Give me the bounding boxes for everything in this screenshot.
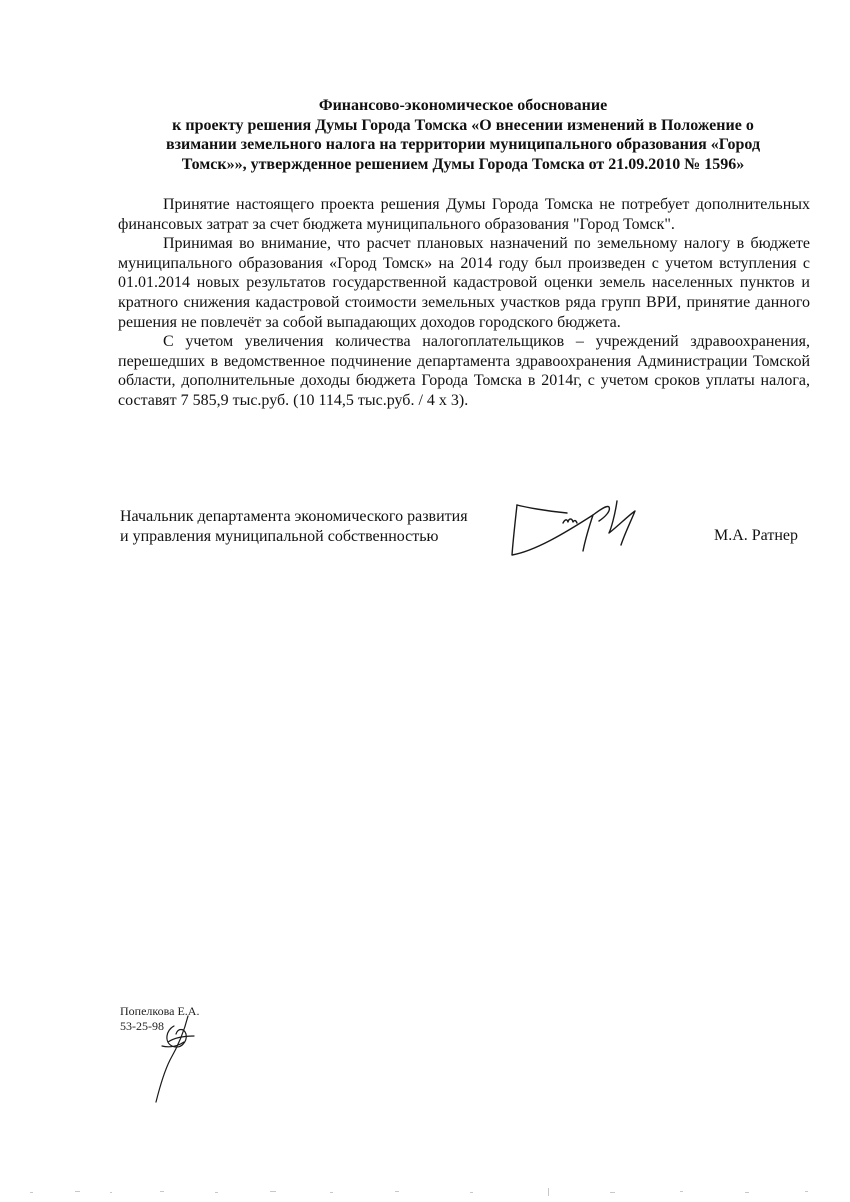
executor-name: Попелкова Е.А. (120, 1004, 200, 1018)
signatory-position-line-2: и управления муниципальной собственностью (120, 527, 439, 545)
title-line-2: к проекту решения Думы Города Томска «О внесении изменений в Положение о (172, 116, 754, 134)
document-body (118, 195, 810, 411)
executor-phone: 53-25-98 (120, 1019, 164, 1033)
title-line-3: взимании земельного налога на территории муниципального образования «Город (165, 136, 761, 153)
signatory-name: М.А. Ратнер (714, 527, 799, 544)
signatory-position-line-1: Начальник департамента экономического развития (120, 508, 468, 525)
signatory-position (120, 507, 468, 546)
executor-signature (148, 1012, 206, 1108)
handwritten-signature (505, 493, 650, 561)
paragraph-3: С учетом увеличения количества налогоплательщиков – учреждений здравоохранения, перешедших в ведомственное подчинение департамента здравоохранения Администрации Томской области, дополнительные доходы бюджета Города Томска в 2014г, с учетом сроков уплаты налога, составят 7 585,9 тыс.руб. (10 114,5 тыс.руб. / 4 х 3). (118, 333, 810, 409)
paragraph-2: Принимая во внимание, что расчет плановых назначений по земельному налогу в бюджете муниципального образования «Город Томск» на 2014 году был произведен с учетом вступления с 01.01.2014 новых результатов государственной кадастровой оценки земель населенных пунктов и кратного снижения кадастровой стоимости земельных участков ряда групп ВРИ, принятие данного решения не повлечёт за собой выпадающих доходов городского бюджета. (118, 235, 810, 331)
title-line-4: Томск»», утвержденное решением Думы Города Томска от 21.09.2010 № 1596» (181, 155, 745, 173)
paragraph-1: Принятие настоящего проекта решения Думы Города Томска не потребует дополнительных финансовых затрат за счет бюджета муниципального образования "Город Томск". (118, 196, 810, 233)
document-title (118, 96, 808, 174)
scan-artifacts (0, 1186, 850, 1198)
title-line-1: Финансово-экономическое обоснование (318, 97, 608, 114)
